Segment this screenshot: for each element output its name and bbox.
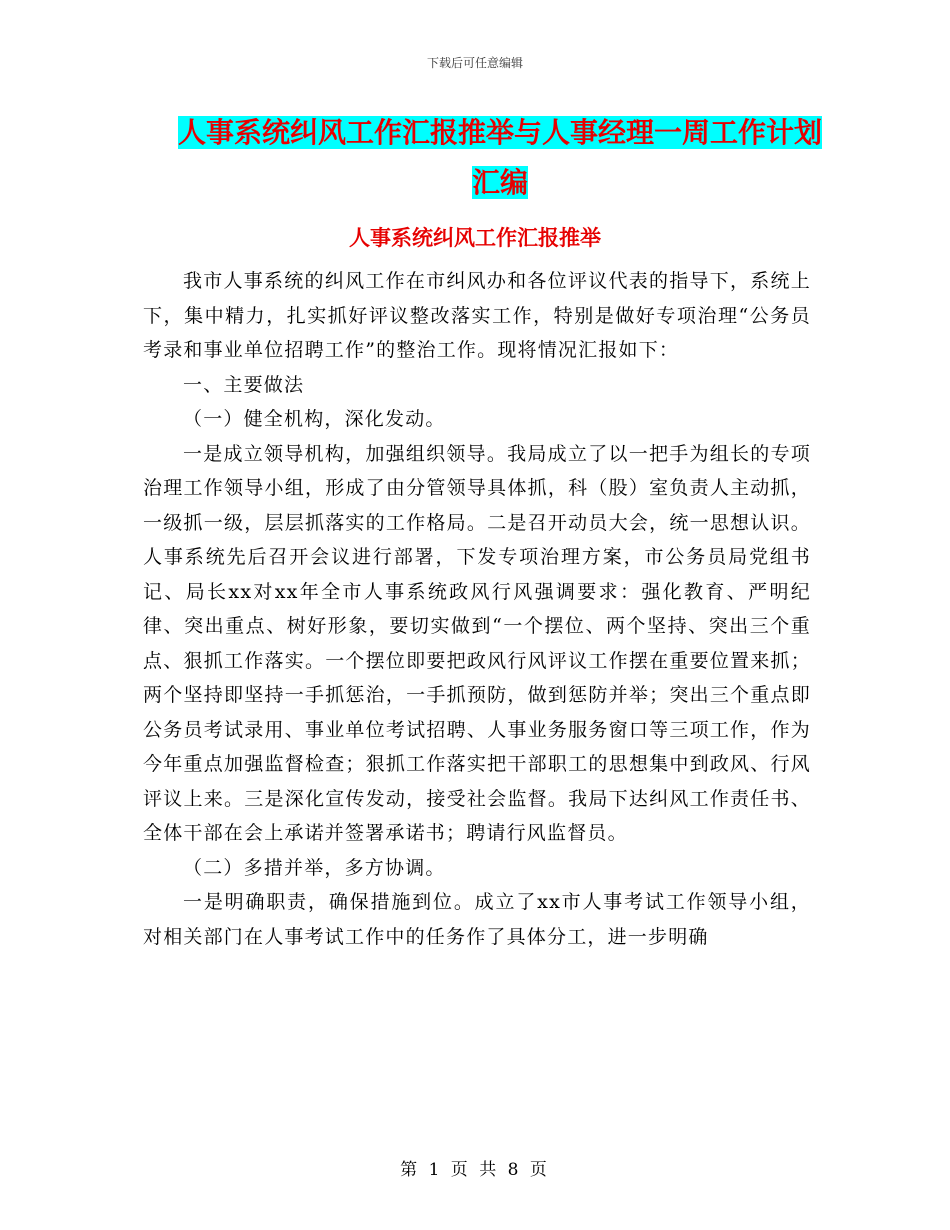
paragraph-organization: 一是成立领导机构，加强组织领导。我局成立了以一把手为组长的专项治理工作领导小组，形成了由分管领导具体抓，科（股）室负责人主动抓，一级抓一级，层层抓落实的工作格局。二是召开动员大会，统一思想认识。人事系统先后召开会议进行部署，下发专项治理方案，市公务员局党组书记、局长xx对xx年全市人事系统政风行风强调要求：强化教育、严明纪律、突出重点、树好形象，要切实做到“一个摆位、两个坚持、突出三个重点、狠抓工作落实。一个摆位即要把政风行风评议工作摆在重要位置来抓；两个坚持即坚持一手抓惩治，一手抓预防，做到惩防并举；突出三个重点即公务员考试录用、事业单位考试招聘、人事业务服务窗口等三项工作，作为今年重点加强监督检查；狠抓工作落实把干部职工的思想集中到政风、行风评议上来。三是深化宣传发动，接受社会监督。我局下达纠风工作责任书、全体干部在会上承诺并签署承诺书；聘请行风监督员。 bbox=[143, 442, 811, 844]
document-title-line-1: 人事系统纠风工作汇报推举与人事经理一周工作计划 bbox=[177, 116, 822, 149]
section-title: 人事系统纠风工作汇报推举 bbox=[349, 226, 601, 250]
paragraph-intro: 我市人事系统的纠风工作在市纠风办和各位评议代表的指导下，系统上下，集中精力，扎实抓好评议整改落实工作，特别是做好专项治理“公务员考录和事业单位招聘工作”的整治工作。现将情况汇报如下： bbox=[143, 270, 811, 361]
page-footer: 第 1 页 共 8 页 bbox=[400, 1160, 550, 1180]
paragraph-responsibility: 一是明确职责，确保措施到位。成立了xx市人事考试工作领导小组，对相关部门在人事考试工作中的任务作了具体分工，进一步明确 bbox=[143, 891, 811, 948]
header-note: 下载后可任意编辑 bbox=[426, 56, 523, 70]
heading-main-methods: 一、主要做法 bbox=[183, 373, 305, 396]
body-text bbox=[143, 264, 811, 954]
subheading-2: （二）多措并举，多方协调。 bbox=[183, 856, 446, 879]
document-title-line-2: 汇编 bbox=[471, 166, 528, 199]
subheading-1: （一）健全机构，深化发动。 bbox=[183, 408, 446, 430]
document-title bbox=[150, 108, 850, 208]
